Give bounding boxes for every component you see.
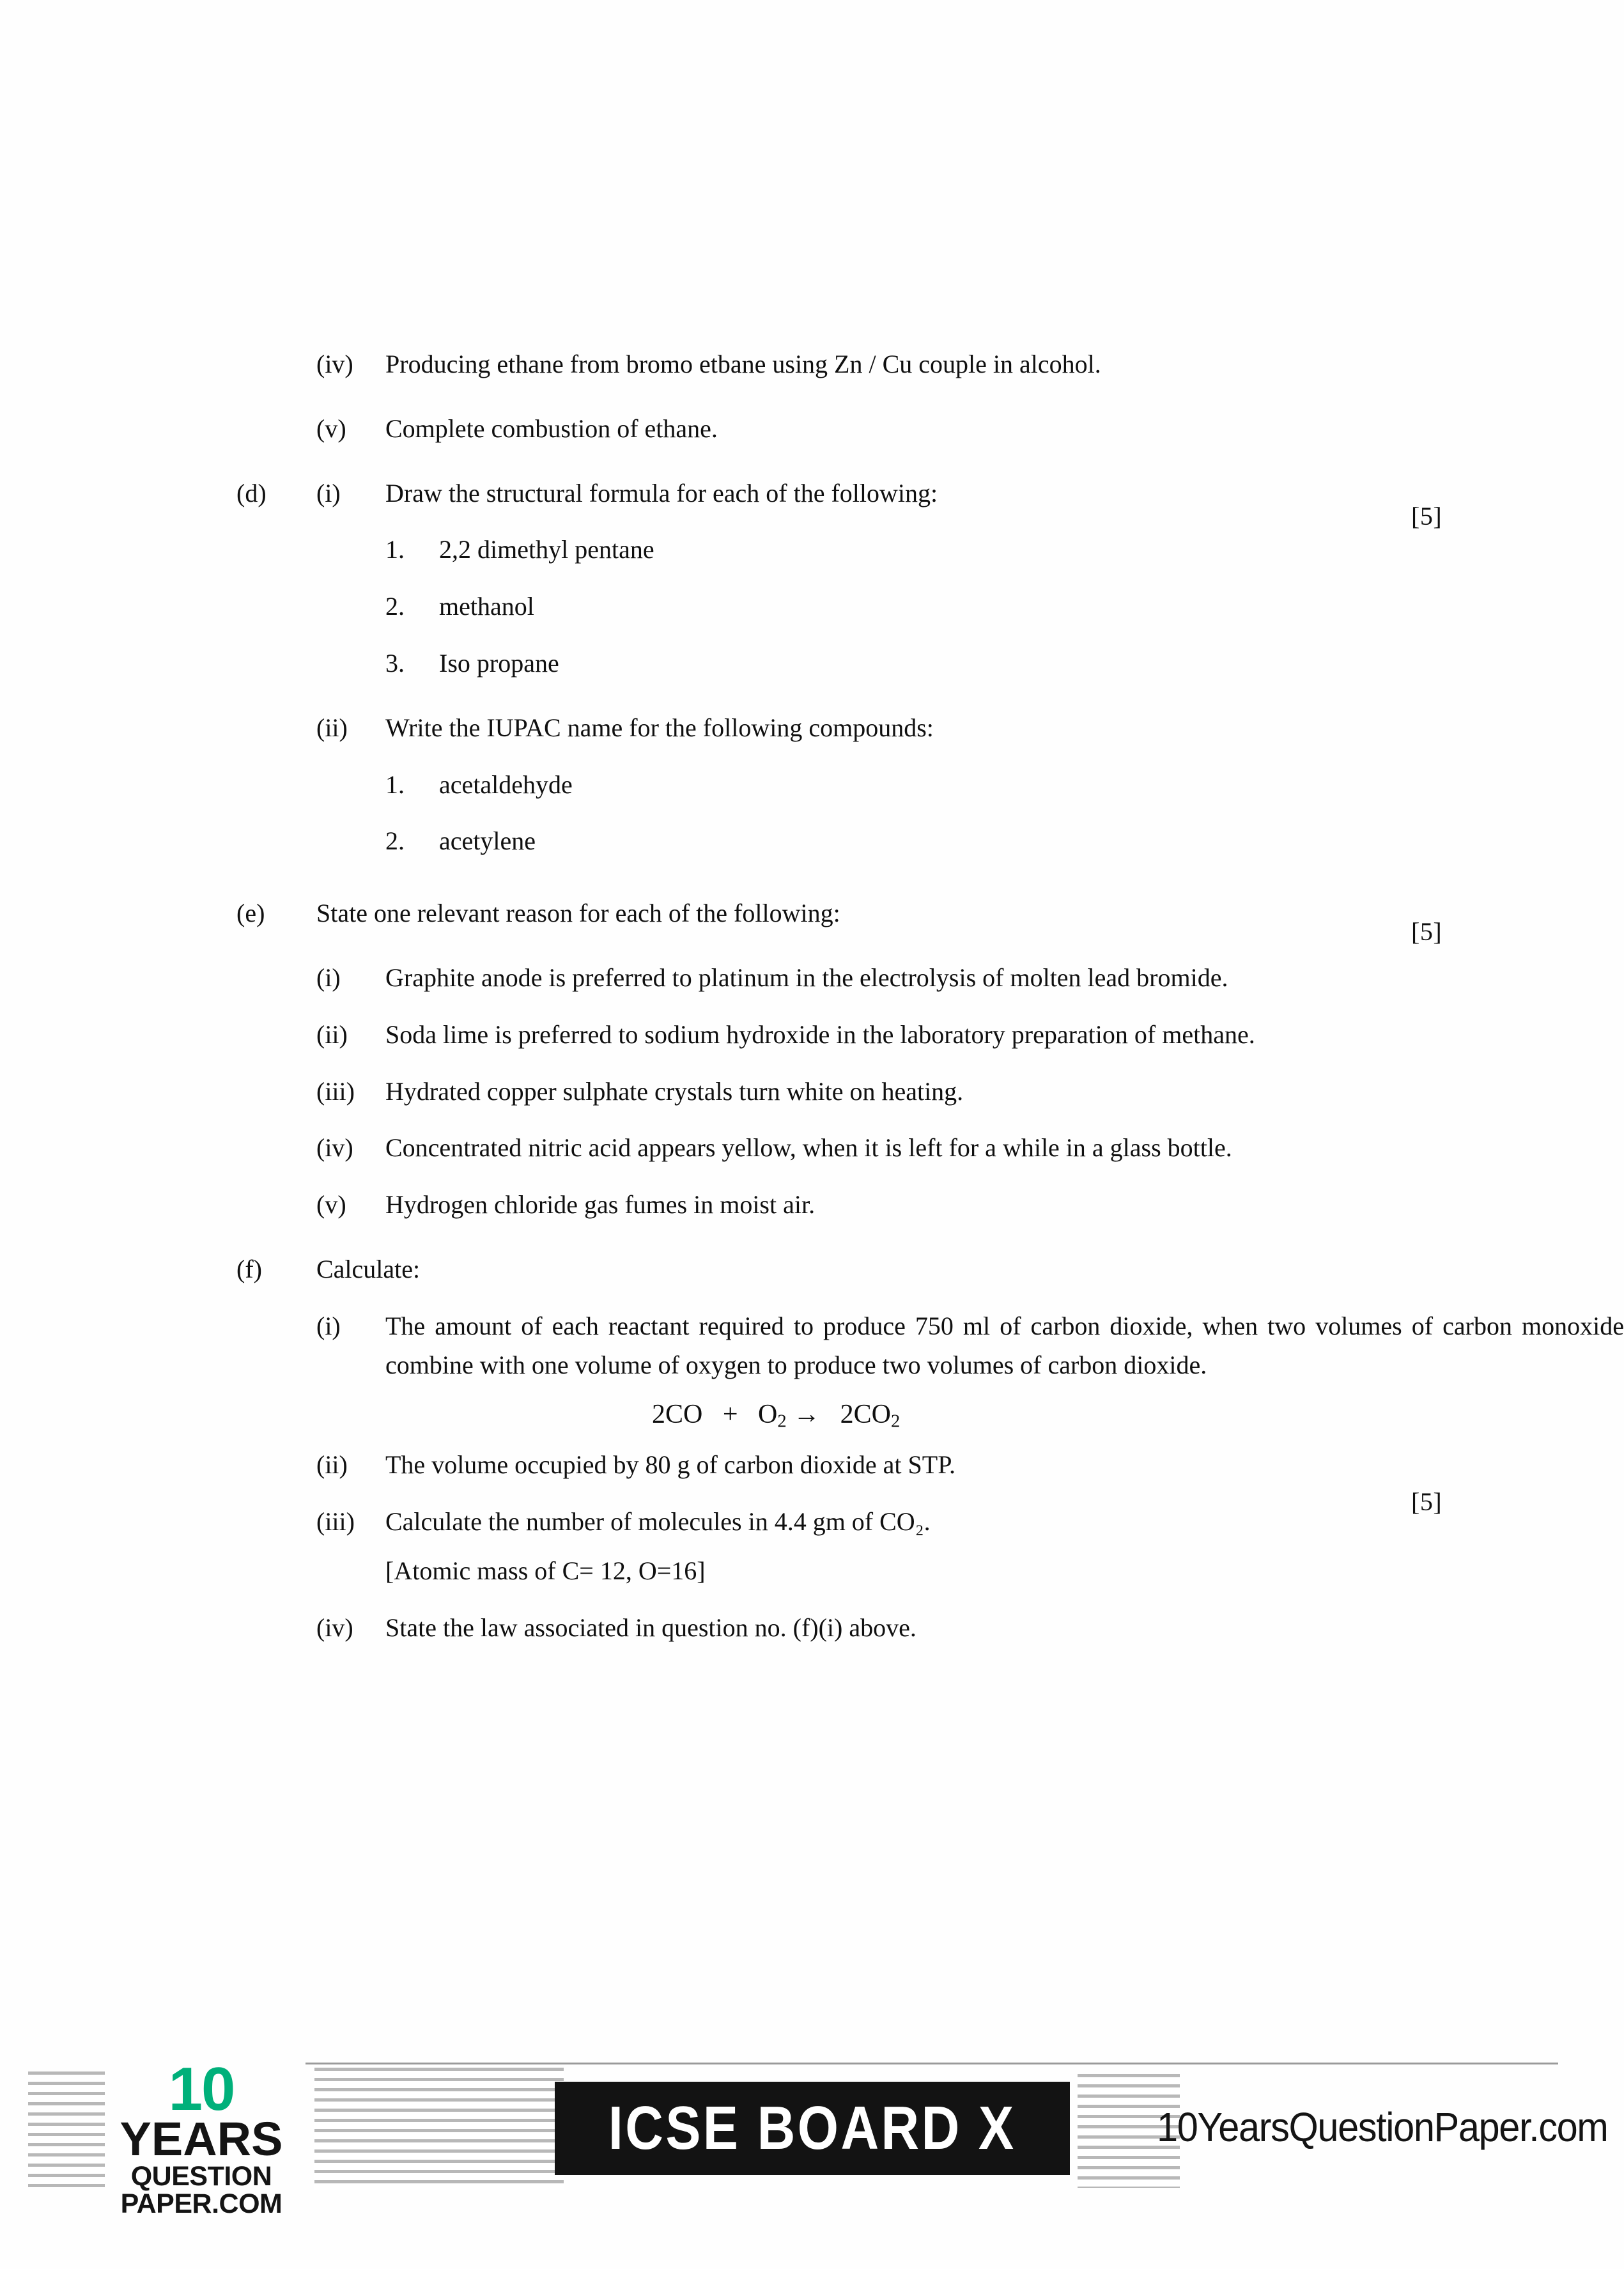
item-text: The amount of each reactant required to produce 750 ml of carbon dioxide, when two volumes of carbon monoxide combine with one volume of oxygen to produce two volumes of carbon dioxide. — [385, 1311, 1624, 1379]
part-d-sub-i — [0, 474, 1624, 513]
equation-plus: + — [722, 1400, 738, 1430]
part-e-item — [0, 959, 1624, 998]
logo-line-years: YEARS — [120, 2112, 283, 2166]
item-text: Soda lime is preferred to sodium hydroxide in the laboratory preparation of methane. — [385, 1019, 1255, 1049]
item-text: acetaldehyde — [439, 770, 573, 799]
equation-reactant-2: O — [758, 1400, 778, 1430]
part-d-item — [0, 644, 1624, 683]
part-f-item — [0, 1609, 1624, 1648]
marks-part-d: [5] — [1411, 502, 1442, 530]
part-d-item — [0, 587, 1624, 626]
equation-reactant-1: 2CO — [652, 1400, 703, 1430]
site-url-label: 10YearsQuestionPaper.com — [1157, 2104, 1608, 2150]
item-text: Calculate the number of molecules in 4.4 gm of CO₂. — [385, 1506, 931, 1536]
equation-product-subscript: 2 — [891, 1411, 901, 1432]
part-d-sub-ii-text: Write the IUPAC name for the following compounds: — [385, 713, 934, 742]
equation-reactant-2-subscript: 2 — [777, 1411, 787, 1432]
item-marker: (iv) — [316, 1613, 353, 1642]
part-f-stem — [0, 1250, 1624, 1289]
equation-arrow-icon: → — [793, 1400, 821, 1430]
part-f-item — [0, 1503, 1624, 1542]
item-number: 2. — [385, 826, 405, 856]
item-marker: (iii) — [316, 1076, 355, 1106]
item-number: 1. — [385, 535, 405, 564]
item-text: Iso propane — [439, 648, 559, 678]
board-banner — [555, 2082, 1070, 2175]
sub-marker: (i) — [316, 478, 341, 507]
item-number: 2. — [385, 592, 405, 621]
question-marker: (v) — [316, 414, 346, 443]
part-f-stem-text: Calculate: — [316, 1254, 421, 1283]
item-marker: (i) — [316, 963, 341, 992]
atomic-mass-note-row — [0, 1552, 1624, 1591]
part-label-e: (e) — [236, 899, 265, 928]
part-d-item — [0, 530, 1624, 569]
part-label-f: (f) — [236, 1254, 262, 1283]
item-text: acetylene — [439, 826, 536, 856]
part-e-item — [0, 1016, 1624, 1055]
item-text: Hydrated copper sulphate crystals turn white on heating. — [385, 1076, 964, 1106]
marks-part-e: [5] — [1411, 917, 1442, 946]
part-e-item — [0, 1073, 1624, 1111]
item-text: Graphite anode is preferred to platinum in the electrolysis of molten lead bromide. — [385, 963, 1228, 992]
item-marker: (ii) — [316, 1450, 348, 1480]
item-marker: (i) — [316, 1311, 341, 1340]
stripe-decoration-center-left — [314, 2068, 564, 2190]
question-content — [0, 345, 1624, 1647]
item-text: Concentrated nitric acid appears yellow, when it is left for a while in a glass bottle. — [385, 1133, 1232, 1163]
part-d-sub-ii — [0, 709, 1624, 748]
item-marker: (iv) — [316, 1133, 353, 1163]
part-d-item — [0, 822, 1624, 861]
item-marker: (v) — [316, 1190, 346, 1220]
part-e-item — [0, 1186, 1624, 1225]
part-d-sub-i-text: Draw the structural formula for each of the following: — [385, 478, 938, 507]
part-d-item — [0, 766, 1624, 805]
item-text: methanol — [439, 592, 534, 621]
logo-line-question-paper: QUESTION PAPER.COM — [120, 2161, 282, 2220]
part-f-item — [0, 1446, 1624, 1485]
question-text: Complete combustion of ethane. — [385, 414, 718, 443]
question-c-v — [0, 410, 1624, 449]
question-c-iv — [0, 345, 1624, 384]
footer-divider — [305, 2063, 1558, 2064]
item-marker: (ii) — [316, 1019, 348, 1049]
equation-product: 2CO — [840, 1400, 892, 1430]
part-e-item — [0, 1129, 1624, 1168]
atomic-mass-note: [Atomic mass of C= 12, O=16] — [385, 1556, 706, 1585]
item-text: The volume occupied by 80 g of carbon dioxide at STP. — [385, 1450, 956, 1480]
item-marker: (iii) — [316, 1506, 355, 1536]
site-logo — [83, 2055, 320, 2220]
question-marker: (iv) — [316, 350, 353, 378]
item-number: 3. — [385, 648, 405, 678]
logo-line-10: 10 — [168, 2055, 235, 2123]
item-text: 2,2 dimethyl pentane — [439, 535, 654, 564]
item-number: 1. — [385, 770, 405, 799]
sub-marker: (ii) — [316, 713, 348, 742]
page-footer — [0, 2048, 1624, 2269]
question-text: Producing ethane from bromo etbane using Zn / Cu couple in alcohol. — [385, 350, 1101, 378]
marks-part-f: [5] — [1411, 1487, 1442, 1516]
part-e-stem-text: State one relevant reason for each of the following: — [316, 899, 840, 928]
board-banner-label: ICSE BOARD X — [608, 2094, 1016, 2162]
part-e-stem — [0, 894, 1624, 933]
item-text: Hydrogen chloride gas fumes in moist air. — [385, 1190, 816, 1220]
item-text: State the law associated in question no. (f)(i) above. — [385, 1613, 916, 1642]
part-label-d: (d) — [236, 478, 267, 507]
chemical-equation — [0, 1395, 1624, 1436]
part-f-item — [0, 1307, 1624, 1385]
